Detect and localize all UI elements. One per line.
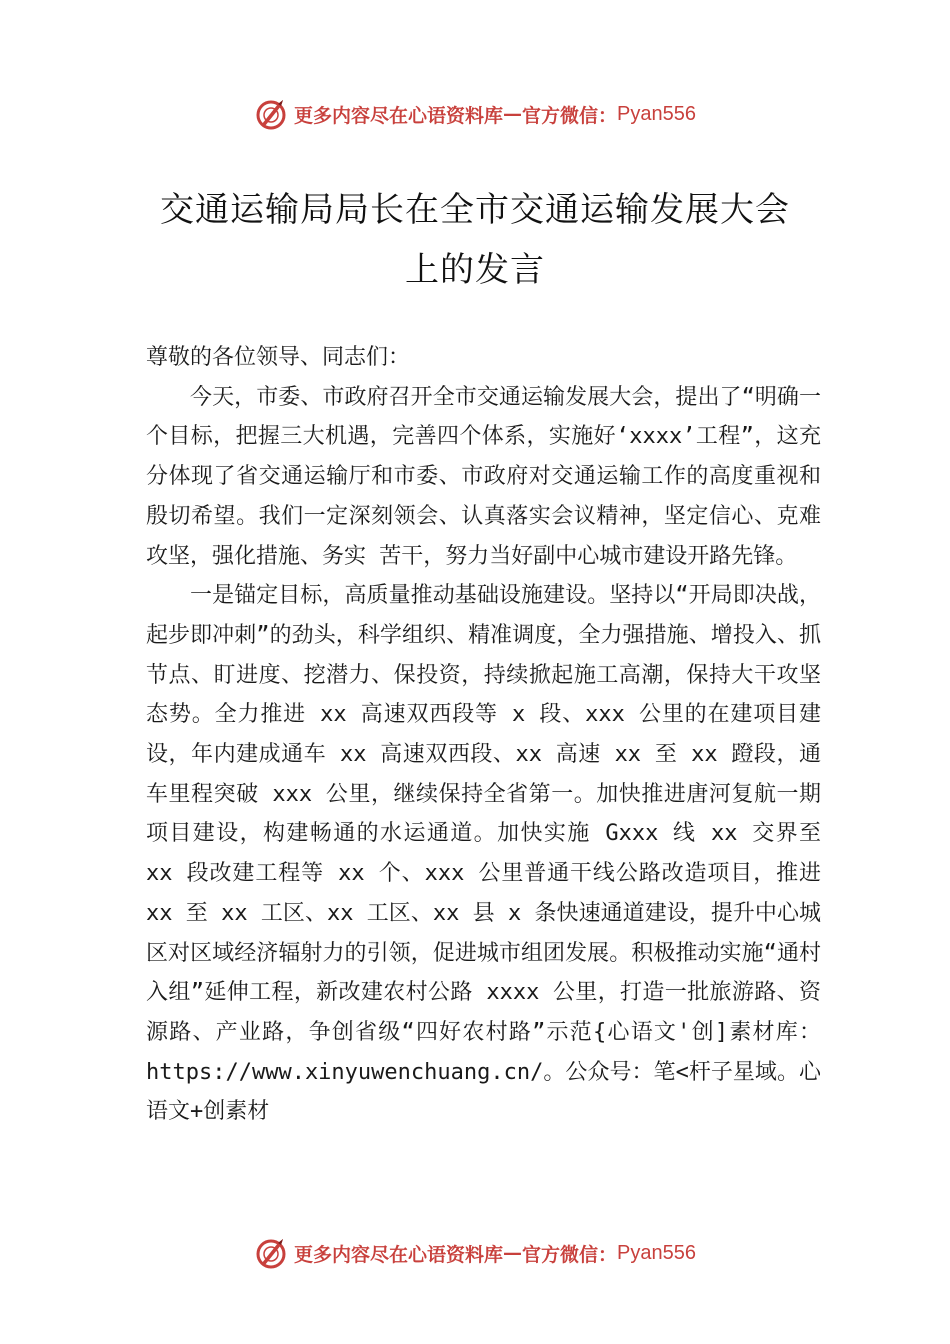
banner-text: 更多内容尽在心语资料库: [294, 1243, 504, 1266]
banner-wechat-id: Pyan556: [617, 1241, 696, 1264]
banner-wechat-id: Pyan556: [617, 102, 696, 125]
banner-dash: —: [503, 103, 523, 125]
footer-banner: [0, 1233, 950, 1273]
paragraph-2: 一是锚定目标，高质量推动基础设施建设。坚持以“开局即决战，起步即冲刺”的劲头，科学组织、精准调度，全力强措施、增投入、抓节点、盯进度、挖潜力、保投资，持续掀起施工高潮，保持大干攻坚态势。全力推进 xx 高速双西段等 x 段、xxx 公里的在建项目建设，年内建成通车 xx 高速双西段、xx 高速 xx 至 xx 蹬段，通车里程突破 xxx 公里，继续保持全省第一。加快推进唐河复航一期项目建设，构建畅通的水运通道。加快实施 Gxxx 线 xx 交界至 xx 段改建工程等 xx 个、xxx 公里普通干线公路改造项目，推进 xx 至 xx 工区、xx 工区、xx 县 x 条快速通道建设，提升中心城区对区域经济辐射力的引领，促进城市组团发展。积极推动实施“通村入组”延伸工程，新改建农村公路 xxxx 公里，打造一批旅游路、资源路、产业路，争创省级“四好农村路”示范{心语文'创]素材库：https://www.xinyuwenchuang.cn/。公众号：笔<杆子星域。心语文+创素材: [146, 583, 821, 1125]
document-title: [100, 180, 850, 300]
title-line-2: 上的发言: [405, 250, 545, 290]
document-body: [146, 338, 821, 1132]
paragraph-1: 今天，市委、市政府召开全市交通运输发展大会，提出了“明确一个目标，把握三大机遇，完善四个体系，实施好‘xxxx’工程”，这充分体现了省交通运输厅和市委、市政府对交通运输工作的高度重视和殷切希望。我们一定深刻领会、认真落实会议精神，坚定信心、克难攻坚，强化措施、务实 苦干，努力当好副中心城市建设开路先锋。: [146, 384, 821, 569]
header-banner: [0, 94, 950, 134]
banner-wechat-label: 官方微信：: [522, 1243, 618, 1266]
salutation: 尊敬的各位领导、同志们：: [146, 345, 411, 370]
banner-dash: —: [503, 1242, 523, 1264]
title-line-1: 交通运输局局长在全市交通运输发展大会: [160, 190, 790, 230]
pen-circle-logo-icon: [254, 1235, 290, 1271]
banner-text: 更多内容尽在心语资料库: [294, 104, 504, 127]
banner-wechat-label: 官方微信：: [522, 104, 618, 127]
pen-circle-logo-icon: [254, 96, 290, 132]
